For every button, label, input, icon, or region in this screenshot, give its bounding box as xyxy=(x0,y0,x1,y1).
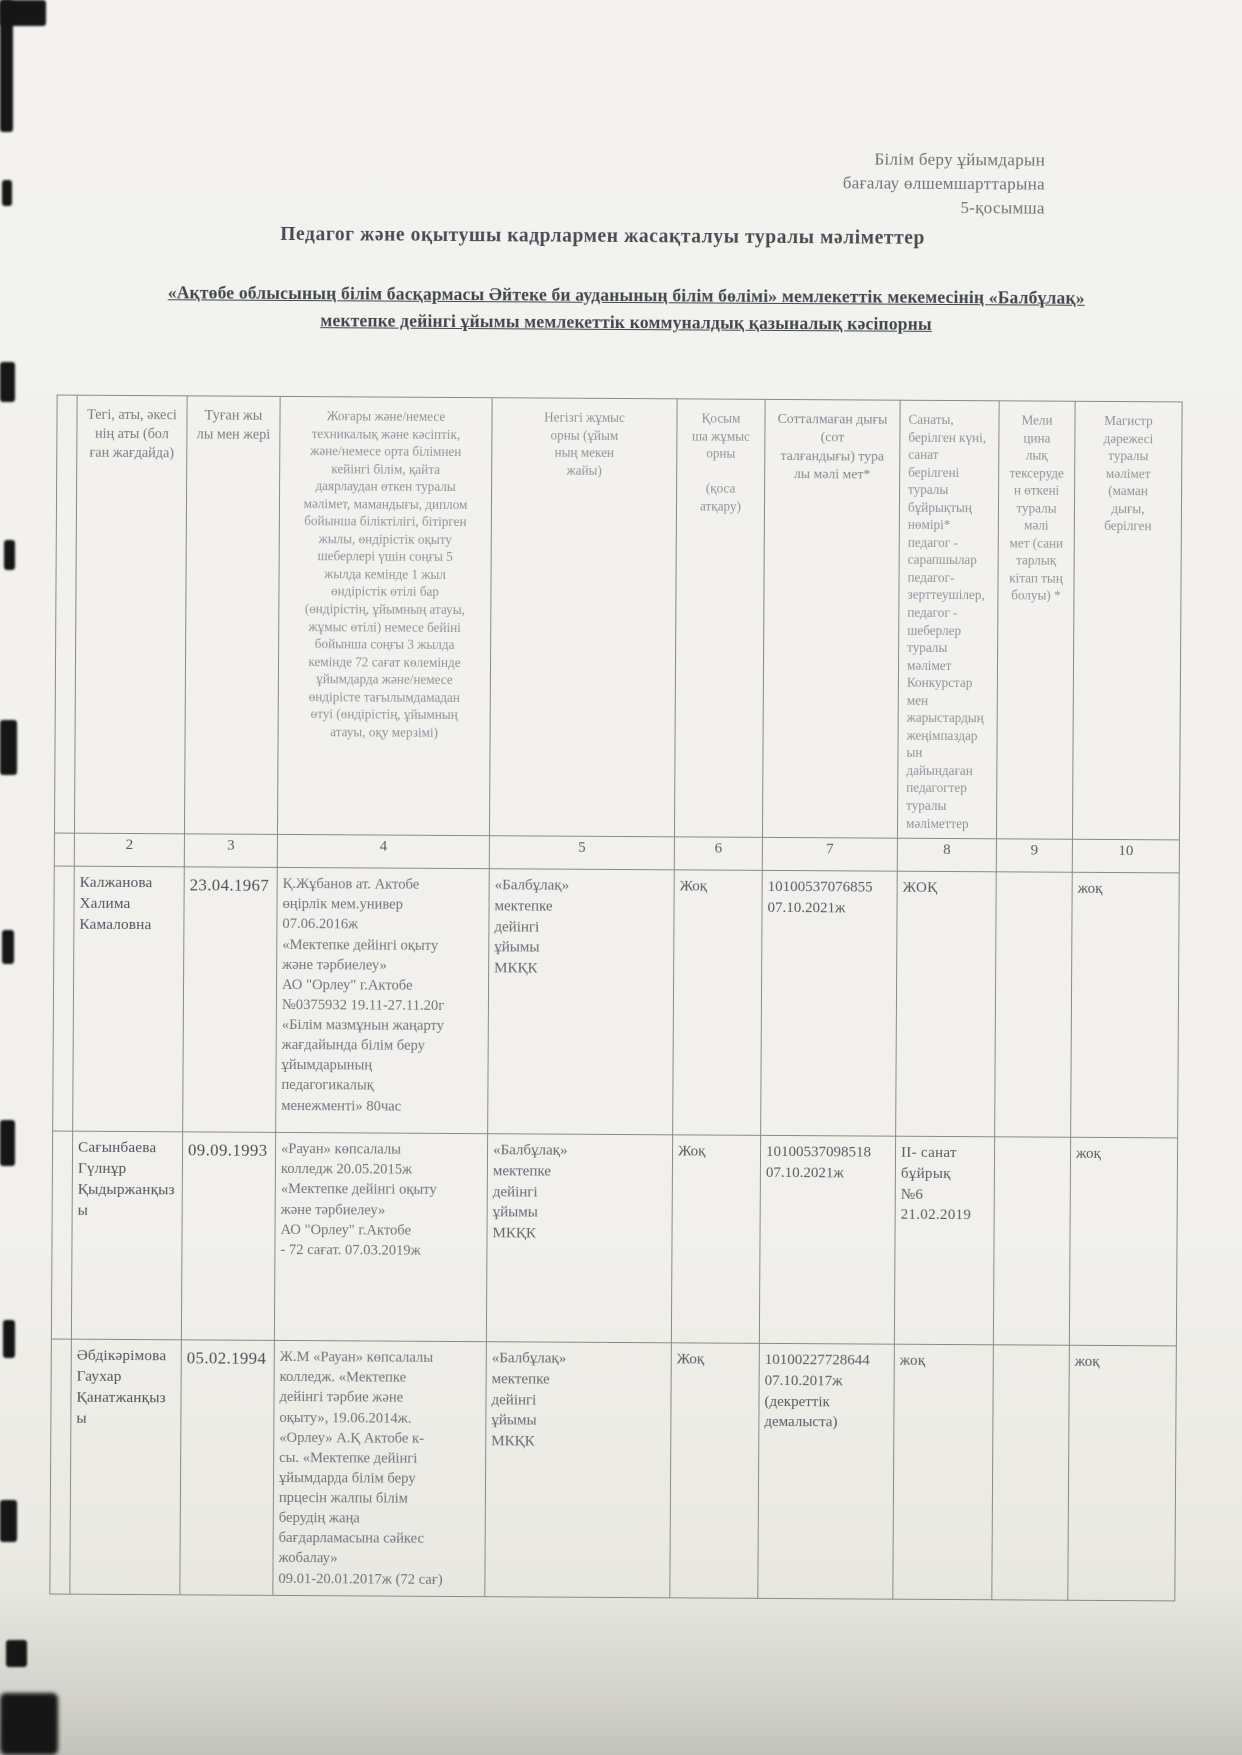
table-cell-name: Калжанова Халима Камаловна xyxy=(73,866,185,1132)
table-row xyxy=(51,1131,1177,1346)
table-cell-main-workplace: «Балбұлақ» мектепке дейінгі ұйымы МКҚК xyxy=(488,869,675,1135)
page-title: Педагог және оқытушы кадрлармен жасақталуы туралы мәліметтер xyxy=(280,223,926,249)
scan-edge-artifact xyxy=(2,930,14,964)
scan-edge-artifact xyxy=(6,1640,27,1667)
table-cell-birth: 05.02.1994 xyxy=(180,1340,275,1595)
header-cell-masters: Магистр дәрежесі туралы мәлімет (маман дығы, берілген xyxy=(1072,401,1182,840)
table-cell xyxy=(51,1131,72,1339)
column-number: 10 xyxy=(1072,839,1179,873)
column-number: 5 xyxy=(489,836,674,870)
table-cell-education: Ж.М «Рауан» көпсалалы колледж. «Мектепке дейінгі тәрбие және оқыту», 19.06.2014ж. «Орлеу» А.Қ Актобе к- сы. «Мектепке дейінгі ұйымдарда білім беру прцесін жалпы білім берудің жаңа бағдарламасына сәйкес жобалау» 09.01-20.01.2017ж (72 сағ) xyxy=(273,1341,487,1597)
table-cell-conviction: 10100537098518 07.10.2021ж xyxy=(759,1135,895,1344)
scan-edge-artifact xyxy=(0,1500,17,1542)
header-cell-birth: Туған жы лы мен жері xyxy=(184,396,280,835)
table-header-row xyxy=(54,395,1182,840)
table-cell-name: Әбдікәрімова Гаухар Қанатжанқызы xyxy=(70,1339,182,1594)
appendix-note-line: 5-қосымша xyxy=(960,197,1045,218)
appendix-note-line: Білім беру ұйымдарын xyxy=(874,149,1046,170)
scan-edge-artifact xyxy=(0,362,15,402)
table-cell-conviction: 10100227728644 07.10.2017ж (декреттік демалыста) xyxy=(758,1343,895,1598)
table-cell-name: Сағынбаева Гүлнұр Қыдыржанқызы xyxy=(71,1131,182,1340)
table-cell-education: Қ.Жұбанов ат. Актобе өңірлік мем.универ 07.06.2016ж «Мектепке дейінгі оқыту және тәрбиелеу» АО "Орлеу" г.Актобе №0375932 19.11-27.11.20г «Білім мазмұнын жаңарту жағдайында білім беру ұйымдарының педагогикалық менежменті» 80час xyxy=(276,868,490,1134)
page-subtitle: «Ақтөбе облысының білім басқармасы Әйтеке би ауданының білім бөлімі» мемлекеттік мекемесінің «Балбұлақ» мектепке дейінгі ұйымы мемлекеттік коммуналдық қазыналық кәсіпорны xyxy=(167,282,1085,335)
column-number: 7 xyxy=(762,837,897,871)
appendix-note xyxy=(843,147,1046,220)
column-number: 3 xyxy=(184,834,277,868)
staff-table-wrapper xyxy=(49,395,1182,1601)
table-cell-birth: 23.04.1967 xyxy=(183,867,278,1133)
header-cell-main-workplace: Негізгі жұмыс орны (ұйым ның мекен жайы) xyxy=(489,398,677,837)
table-row xyxy=(50,1339,1177,1600)
table-cell xyxy=(50,1339,72,1594)
staff-table xyxy=(49,395,1182,1601)
column-number xyxy=(54,833,74,866)
table-cell-birth: 09.09.1993 xyxy=(181,1132,275,1341)
table-cell-category: ЖОҚ xyxy=(896,871,997,1137)
table-row xyxy=(53,866,1180,1138)
table-cell-medical xyxy=(992,1345,1070,1600)
header-cell-medical: Мели цина лық тексеруде н өткені туралы мәлі мет (сани тарлық кітап тың болуы) * xyxy=(996,401,1075,840)
table-cell-masters: жоқ xyxy=(1071,872,1180,1138)
table-cell xyxy=(53,866,75,1131)
table-cell-main-workplace: «Балбұлақ» мектепке дейінгі ұйымы МКҚК xyxy=(486,1134,672,1343)
scan-edge-artifact xyxy=(0,720,17,775)
scan-edge-artifact xyxy=(3,1320,15,1358)
table-cell-medical xyxy=(995,872,1073,1137)
scan-edge-artifact xyxy=(0,1693,58,1755)
header-cell-additional-workplace: Қосым ша жұмыс орны (қоса атқару) xyxy=(674,399,765,838)
header-cell-category: Санаты, берілген күні, санат берілгені туралы бұйрықтың нөмірі* педагог - сарапшылар педагог- зерттеушілер, педагог - шеберлер туралы мәлімет Конкурстар мен жарыстардың жеңімпаздар ын дайындаған педагогтер туралы мәліметтер xyxy=(897,400,999,839)
table-cell-additional-workplace: Жоқ xyxy=(671,1135,760,1344)
column-number: 9 xyxy=(996,839,1072,872)
column-number: 4 xyxy=(277,835,489,869)
column-number: 2 xyxy=(74,833,184,867)
scan-edge-artifact xyxy=(0,0,13,132)
table-cell-education: «Рауан» көпсалалы колледж 20.05.2015ж «Мектепке дейінгі оқыту және тәрбиелеу» АО "Орлеу" г.Актобе - 72 сағат. 07.03.2019ж xyxy=(274,1133,487,1342)
table-cell-medical xyxy=(993,1137,1070,1345)
header-cell xyxy=(54,395,77,833)
table-cell-conviction: 10100537076855 07.10.2021ж xyxy=(761,870,898,1136)
table-cell-category: жоқ xyxy=(893,1344,994,1599)
header-cell-education: Жоғары және/немесе техникалық және кәсіптік, және/немесе орта білімнен кейінгі білім, қайта даярлаудан өткен туралы мәлімет, мамандығы, диплом бойынша біліктілігі, бітірген жылы, өндірістік оқыту шеберлері үшін соңғы 5 жылда кемінде 1 жыл өндірістік өтілі бар (өндірістің, ұйымның атауы, жұмыс өтілі) немесе бейіні бойынша соңғы 3 жылда кемінде 72 сағат көлемінде ұйымдарда және/немесе өндірісте тағылымдамадан өтуі (өндірістің, ұйымның атауы, оқу мерзімі) xyxy=(277,396,492,835)
table-cell-additional-workplace: Жоқ xyxy=(673,870,763,1136)
header-cell-name: Тегі, аты, әкесі нің аты (бол ған жағдайда) xyxy=(74,395,187,834)
header-cell-conviction: Сотталмаған дығы (сот талғандығы) тура лы мәлі мет* xyxy=(762,399,900,838)
appendix-note-line: бағалау өлшемшарттарына xyxy=(842,173,1046,194)
table-cell-main-workplace: «Балбұлақ» мектепке дейінгі ұйымы МКҚК xyxy=(485,1342,672,1598)
scan-edge-artifact xyxy=(4,540,15,570)
column-number: 6 xyxy=(674,837,762,871)
column-number: 8 xyxy=(897,838,996,872)
table-cell-additional-workplace: Жоқ xyxy=(670,1343,760,1598)
scan-edge-artifact xyxy=(2,180,12,206)
table-cell-category: ІІ- санат бұйрық №6 21.02.2019 xyxy=(894,1136,994,1345)
scan-edge-artifact xyxy=(0,1120,15,1166)
table-cell-masters: жоқ xyxy=(1069,1137,1177,1346)
table-cell-masters: жоқ xyxy=(1068,1345,1177,1600)
